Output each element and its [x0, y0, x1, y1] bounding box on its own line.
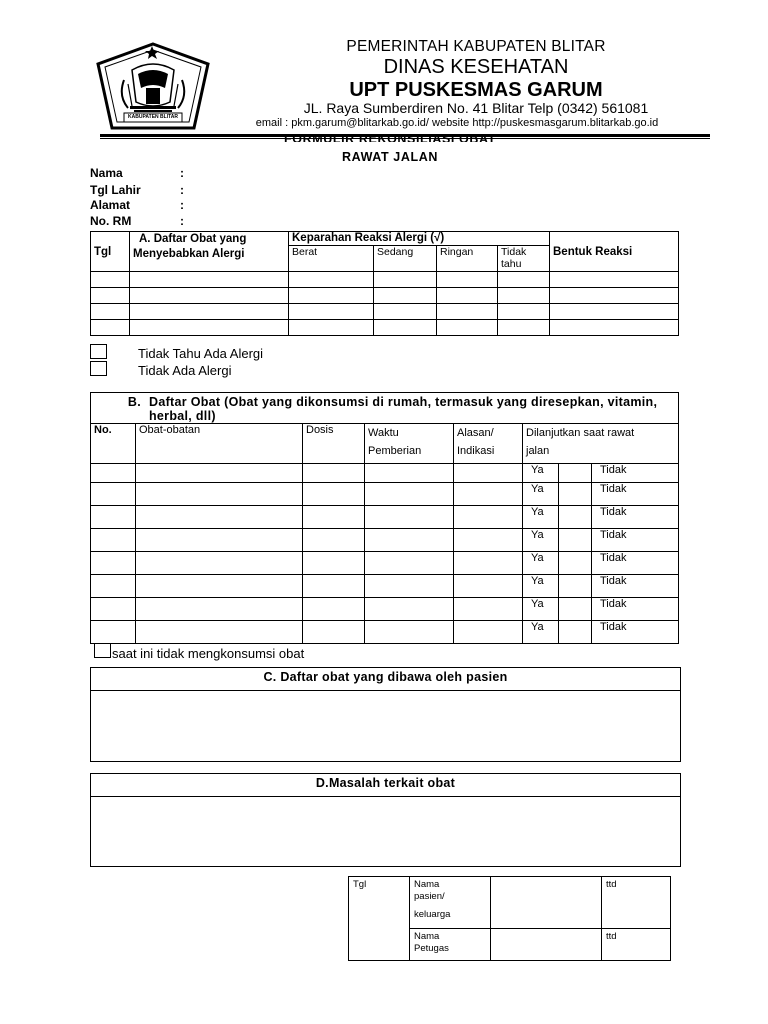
table-cell[interactable] [454, 464, 523, 483]
kabupaten-blitar-logo [94, 40, 212, 132]
table-row [91, 320, 679, 336]
table-cell[interactable] [437, 288, 498, 304]
option-ya[interactable]: Ya [523, 464, 559, 483]
col-header-obat: Obat-obatan [136, 424, 303, 464]
option-tidak-ada-alergi: Tidak Ada Alergi [138, 363, 232, 378]
table-cell[interactable] [374, 320, 437, 336]
table-cell[interactable] [559, 483, 592, 506]
option-ya[interactable]: Ya [523, 529, 559, 552]
medication-section-text: Daftar Obat (Obat yang dikonsumsi di rumah, termasuk yang diresepkan, vitamin, herbal, dll) [149, 395, 658, 423]
option-tidak[interactable]: Tidak [592, 506, 679, 529]
col-header-ringan: Ringan [437, 246, 498, 272]
table-cell[interactable] [136, 529, 303, 552]
table-cell[interactable] [437, 320, 498, 336]
table-cell[interactable] [454, 552, 523, 575]
col-header-tidak-tahu: Tidak tahu [498, 246, 550, 272]
field-label-tgl-lahir: Tgl Lahir [90, 183, 141, 197]
option-ya[interactable]: Ya [523, 506, 559, 529]
col-header-keparahan: Keparahan Reaksi Alergi (√) [289, 232, 550, 246]
option-ya[interactable]: Ya [523, 575, 559, 598]
field-colon: : [180, 183, 184, 197]
table-cell[interactable] [130, 288, 289, 304]
table-cell[interactable] [498, 272, 550, 288]
table-cell[interactable] [91, 575, 136, 598]
table-cell[interactable] [550, 288, 679, 304]
table-cell[interactable] [91, 621, 136, 644]
option-tidak[interactable]: Tidak [592, 621, 679, 644]
table-cell[interactable] [559, 575, 592, 598]
option-tidak-konsumsi-obat: saat ini tidak mengkonsumsi obat [112, 646, 305, 661]
option-ya[interactable]: Ya [523, 552, 559, 575]
signature-nama-pasien-1: Nama [414, 879, 440, 890]
col-header-bentuk-reaksi: Bentuk Reaksi [550, 232, 679, 272]
table-cell[interactable] [550, 304, 679, 320]
table-cell[interactable] [454, 483, 523, 506]
table-cell[interactable] [136, 598, 303, 621]
table-cell[interactable] [303, 483, 365, 506]
table-cell[interactable] [365, 621, 454, 644]
table-row [91, 529, 679, 552]
table-row [91, 506, 679, 529]
table-cell[interactable] [454, 598, 523, 621]
field-label-nama: Nama [90, 166, 123, 180]
table-cell[interactable] [289, 288, 374, 304]
table-cell[interactable] [289, 320, 374, 336]
table-cell[interactable] [559, 506, 592, 529]
table-cell[interactable] [303, 464, 365, 483]
header-government: PEMERINTAH KABUPATEN BLITAR [346, 38, 606, 55]
table-cell[interactable] [559, 552, 592, 575]
table-cell[interactable] [365, 529, 454, 552]
col-header-dilanjutkan [523, 424, 679, 464]
table-cell[interactable] [303, 598, 365, 621]
checkbox-tidak-ada-alergi[interactable] [90, 361, 107, 376]
table-cell[interactable] [130, 272, 289, 288]
field-label-alamat: Alamat [90, 198, 131, 212]
signature-nama-pasien-label [410, 877, 491, 929]
table-cell[interactable] [559, 464, 592, 483]
col-header-waktu-2: Pemberian [368, 445, 422, 457]
medication-table [90, 392, 679, 644]
table-cell[interactable] [136, 575, 303, 598]
table-cell[interactable] [289, 272, 374, 288]
table-cell[interactable] [136, 464, 303, 483]
table-cell[interactable] [365, 506, 454, 529]
col-header-waktu-1: Waktu [368, 427, 399, 439]
medication-section-title [91, 393, 679, 424]
option-tidak[interactable]: Tidak [592, 598, 679, 621]
table-cell[interactable] [303, 552, 365, 575]
table-cell[interactable] [91, 483, 136, 506]
table-cell[interactable] [559, 529, 592, 552]
table-cell[interactable] [91, 552, 136, 575]
table-cell[interactable] [550, 320, 679, 336]
table-cell[interactable] [303, 506, 365, 529]
section-d-title: D.Masalah terkait obat [91, 774, 680, 797]
option-tidak[interactable]: Tidak [592, 529, 679, 552]
table-cell[interactable] [136, 506, 303, 529]
table-cell[interactable] [374, 304, 437, 320]
table-cell[interactable] [130, 320, 289, 336]
signature-tgl-label: Tgl [349, 877, 410, 961]
option-tidak[interactable]: Tidak [592, 483, 679, 506]
table-row [91, 464, 679, 483]
option-tidak[interactable]: Tidak [592, 575, 679, 598]
section-c-box [90, 667, 681, 762]
section-d-input-area[interactable] [91, 797, 680, 866]
header-department: DINAS KESEHATAN [383, 56, 569, 78]
table-cell[interactable] [454, 506, 523, 529]
col-header-dilanjutkan-1: Dilanjutkan saat rawat [526, 427, 635, 439]
table-cell[interactable] [498, 304, 550, 320]
allergy-table [90, 231, 679, 336]
signature-ttd-petugas[interactable]: ttd [602, 929, 671, 961]
section-c-title: C. Daftar obat yang dibawa oleh pasien [91, 668, 680, 691]
header-contact: email : pkm.garum@blitarkab.go.id/ website http://puskesmasgarum.blitarkab.go.id [255, 117, 659, 129]
table-cell[interactable] [91, 529, 136, 552]
table-cell[interactable] [559, 621, 592, 644]
option-tidak[interactable]: Tidak [592, 552, 679, 575]
section-c-input-area[interactable] [91, 691, 680, 761]
col-header-alasan [454, 424, 523, 464]
section-d-box [90, 773, 681, 867]
table-cell[interactable] [365, 552, 454, 575]
col-header-dilanjutkan-2: jalan [526, 445, 550, 457]
table-row [91, 575, 679, 598]
table-cell[interactable] [365, 464, 454, 483]
option-ya[interactable]: Ya [523, 598, 559, 621]
table-row [91, 483, 679, 506]
table-row [91, 272, 679, 288]
col-header-dosis: Dosis [303, 424, 365, 464]
table-cell[interactable] [365, 483, 454, 506]
table-cell[interactable] [454, 575, 523, 598]
option-tidak-tahu-alergi: Tidak Tahu Ada Alergi [138, 346, 264, 361]
medication-section-prefix: B. [127, 395, 141, 409]
table-cell[interactable] [91, 304, 130, 320]
table-row [91, 621, 679, 644]
table-cell[interactable] [303, 529, 365, 552]
table-cell[interactable] [130, 304, 289, 320]
col-header-alasan-1: Alasan/ [457, 427, 494, 439]
table-cell[interactable] [437, 304, 498, 320]
table-cell[interactable] [454, 621, 523, 644]
table-cell[interactable] [136, 552, 303, 575]
checkbox-tidak-konsumsi-obat[interactable] [94, 643, 111, 658]
signature-table [348, 876, 671, 961]
header-institution: UPT PUSKESMAS GARUM [349, 79, 603, 101]
table-cell[interactable] [289, 304, 374, 320]
field-colon: : [180, 214, 184, 228]
table-cell[interactable] [136, 621, 303, 644]
checkbox-tidak-tahu-alergi[interactable] [90, 344, 107, 359]
table-cell[interactable] [498, 288, 550, 304]
signature-nama-petugas-1: Nama [414, 931, 440, 942]
signature-nama-petugas-label [410, 929, 491, 961]
signature-ttd-pasien[interactable]: ttd [602, 877, 671, 929]
header-address: JL. Raya Sumberdiren No. 41 Blitar Telp (0342) 561081 [303, 100, 649, 116]
form-subtitle: RAWAT JALAN [342, 150, 438, 164]
signature-nama-petugas-value[interactable] [491, 929, 602, 961]
option-ya[interactable]: Ya [523, 621, 559, 644]
col-header-berat: Berat [289, 246, 374, 272]
table-cell[interactable] [365, 575, 454, 598]
table-cell[interactable] [498, 320, 550, 336]
table-cell[interactable] [303, 621, 365, 644]
col-header-alasan-2: Indikasi [457, 445, 495, 457]
table-cell[interactable] [550, 272, 679, 288]
table-cell[interactable] [91, 464, 136, 483]
field-colon: : [180, 198, 184, 212]
table-cell[interactable] [374, 288, 437, 304]
table-cell[interactable] [303, 575, 365, 598]
table-cell[interactable] [91, 320, 130, 336]
col-header-sedang: Sedang [374, 246, 437, 272]
table-cell[interactable] [91, 506, 136, 529]
signature-nama-pasien-2: pasien/ [414, 891, 445, 902]
table-cell[interactable] [365, 598, 454, 621]
col-header-tgl: Tgl [91, 232, 130, 272]
table-row [91, 552, 679, 575]
option-ya[interactable]: Ya [523, 483, 559, 506]
signature-nama-petugas-2: Petugas [414, 943, 449, 954]
signature-nama-pasien-value[interactable] [491, 877, 602, 929]
col-header-no: No. [91, 424, 136, 464]
col-header-obat-alergi [130, 232, 289, 272]
form-title: FORMULIR REKONSILIASI OBAT [284, 133, 496, 142]
table-row [91, 598, 679, 621]
table-row [91, 288, 679, 304]
table-row [91, 304, 679, 320]
table-cell[interactable] [91, 272, 130, 288]
field-label-no-rm: No. RM [90, 214, 132, 228]
signature-row-pasien [349, 877, 671, 929]
signature-nama-pasien-3: keluarga [414, 909, 451, 920]
col-header-obat-line1: A. Daftar Obat yang [139, 233, 247, 245]
table-cell[interactable] [136, 483, 303, 506]
option-tidak[interactable]: Tidak [592, 464, 679, 483]
table-cell[interactable] [437, 272, 498, 288]
logo-caption: KABUPATEN BLITAR [128, 114, 178, 120]
col-header-obat-line2: Menyebabkan Alergi [133, 248, 245, 260]
table-cell[interactable] [374, 272, 437, 288]
table-cell[interactable] [91, 598, 136, 621]
col-header-waktu [365, 424, 454, 464]
table-cell[interactable] [454, 529, 523, 552]
table-cell[interactable] [91, 288, 130, 304]
table-cell[interactable] [559, 598, 592, 621]
field-colon: : [180, 166, 184, 180]
